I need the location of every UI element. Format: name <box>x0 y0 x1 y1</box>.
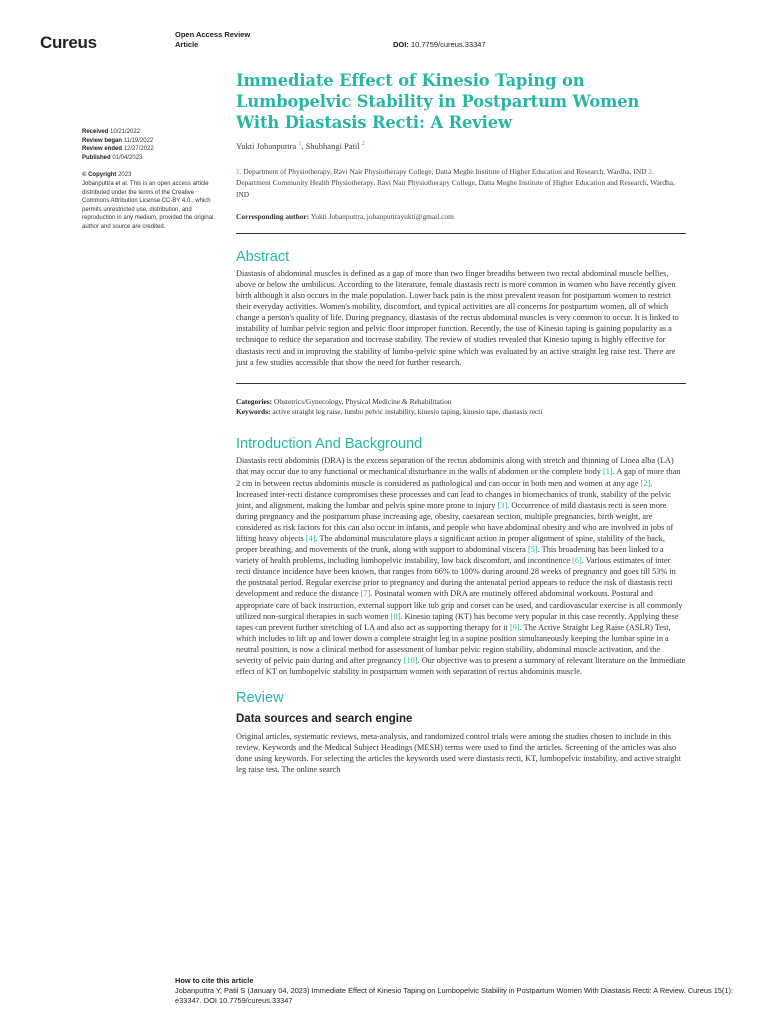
abstract-heading: Abstract <box>236 248 290 265</box>
citation-link[interactable]: [10] <box>403 656 418 666</box>
author-affil-sup: 1 <box>298 141 302 148</box>
doi-label: DOI: <box>393 40 409 49</box>
received-date: Received 10/21/2022 <box>82 129 141 135</box>
affiliation-2: Department Community Health Physiotherapy, Ravi Nair Physiotherapy College, Datta Meghe Institute of Higher Education and Research, Wardha, IND <box>236 178 675 199</box>
journal-logo: Cureus <box>40 33 97 52</box>
review-ended-date: Review ended 12/27/2022 <box>82 146 154 153</box>
review-began-date: Review began 11/19/2022 <box>82 137 154 144</box>
doi-value[interactable]: 10.7759/cureus.33347 <box>410 40 486 49</box>
article-main <box>236 70 686 776</box>
article-type <box>175 30 295 50</box>
footer-heading: How to cite this article <box>175 976 254 985</box>
article-type-line2: Article <box>175 40 199 49</box>
citation-link[interactable]: [3] <box>497 500 508 510</box>
citation-link[interactable]: [2] <box>640 478 651 488</box>
doi-header <box>393 40 486 49</box>
divider <box>236 383 686 384</box>
intro-text: Diastasis recti abdominis (DRA) is the excess separation of the rectus abdominis along with stretch and thinning of Linea alba (LA) that may occur due to any functional or mechanical disturbance in the walls of abdomen or the complete body [1]. A gap of more than 2 cm in between rectus abdominis muscle is considered as pathological and can occur in both men and women at any age [2]. Increased inter-recti distance compromises these processes and can lead to changes in biomechanics of trunk, stability of the pelvic joint, and alignment, making the lumbar and pelvis spine more prone to injury [3]. Occurrence of mild diastasis recti is seen more during pregnancy and the postpartum phase increasing age, obesity, caesarean section, multiple pregnancies, birth weight, are considered as risk factors for this can also occur in infants, and people who have abdominal obesity and who are involved in jobs of lifting heavy objects [4]. The abdominal musculature plays a significant action in proper alignment of spine, stability of the back, proper breathing, and movements of the trunk, along with support to abdominal viscera [5]. This broadening has been linked to a variety of health problems, including lumbopelvic instability, low back discomfort, and incontinence [6]. Various estimates of inter recti distance incidence have been known, that ranges from 66% to 100% during around 28 weeks of pregnancy and goes till 53% in the postnatal period. Regular exercise prior to pregnancy and during the antenatal period appears to reduce the risk of diastasis recti development and reduce the distance [7]. Postnatal women with DRA are routinely offered abdominal workouts. Postural and appropriate care of back instruction, external support like tub grip and corset can be used, and cardiovascular exercise is all commonly utilized non-surgical therapies in such women [8]. Kinesio taping (KT) has become very popular in this case recently. Applying these tapes can prevent further stretching of LA and also act as supporting therapy for it [9]. The Active Straight Leg Raise (ASLR) Test, which includes to lift up and lower down a complete straight leg in a supine position simultaneously keeping the lumbar spine in a neutral position, is now a clinical method for assessment of lumbar pelvic region stability, abdominal muscle activation, and the severity of pelvic pain during and after pregnancy [10]. Our objective was to present a summary of relevant literature on the Immediate effect of KT on lumbopelvic stability in postpartum women with separation of rectus abdominis muscle. <box>236 456 686 677</box>
corresponding-author: Corresponding author: Yukti Jobanputtra, jobanputtrayukti@gmail.com <box>236 211 454 221</box>
review-text: Original articles, systematic reviews, meta-analysis, and randomized control trials were among the studies chosen to include in this review. Keywords and the Medical Subject Headings (MESH) terms were used to find the articles. Screening of the articles was also done using keywords. For selecting the articles the keywords used were diastasis recti, KT, lumbopelvic instability, and active straight leg raise test. The online search <box>236 732 681 775</box>
citation-link[interactable]: [1] <box>603 467 613 477</box>
citation-footer <box>175 976 745 1006</box>
abstract-text: Diastasis of abdominal muscles is defined as a gap of more than two finger breadths between two rectal abdominal muscle bellies, above or below the umbilicus. According to the literature, female diastasis recti is more common in women who have recently given birth although it also occurs in the male population. Lower back pain is the most prevalent reason for postpartum women to restrict their everyday activities. Women's mobility, discomfort, and typical activities are all concerns for postpartum women, all of which change a person's quality of life. During pregnancy, diastasis of the rectus abdominal muscles is very common to occur. It is linked to instability of lumbar pelvic region and pelvic floor improper function. Recently, the use of Kinesio taping is gaining popularity as a technique to reduce the separation and increase stability. The review of studies revealed that Kinesio taping is highly effective for diastasis recti and in improving the stability of lumbo-pelvic spine which was evaluated by an active straight leg raise test. There are just a few studies accessible that show the need for further research. <box>236 268 679 367</box>
affiliations: 1. Department of Physiotherapy, Ravi Nair Physiotherapy College, Datta Meghe Institute of Higher Education and Research, Wardha, IND 2. Department Community Health Physiotherapy, Ravi Nair Physiotherapy College, Datta Meghe Institute of Higher Education and Research, Wardha, IND <box>236 167 675 199</box>
citation-link[interactable]: [7] <box>360 589 371 599</box>
author-affil-sup: 2 <box>361 141 365 148</box>
affiliation-1: Department of Physiotherapy, Ravi Nair Physiotherapy College, Datta Meghe Institute of Higher Education and Research, Wardha, IND <box>243 167 647 176</box>
article-history <box>82 128 217 232</box>
published-date: Published 01/04/2023 <box>82 154 143 161</box>
author-name[interactable]: Shubhangi Patil <box>305 141 360 151</box>
license-text: Jobanputtra et al. This is an open access article distributed under the terms of the Creative Commons Attribution License CC-BY 4.0., which permits unrestricted use, distribution, and reproduction in any medium, provided the original author and source are credited. <box>82 180 214 230</box>
citation-link[interactable]: [4] <box>305 533 316 543</box>
divider <box>236 233 686 234</box>
article-type-line1: Open Access Review <box>175 30 251 39</box>
author-list: Yukti Jobanputtra $^1$, Shubhangi Patil $^2$ <box>236 141 365 151</box>
citation-link[interactable]: [5] <box>527 545 538 555</box>
categories-line: Categories: Obstetrics/Gynecology, Physical Medicine & Rehabilitation <box>236 396 452 406</box>
citation-link[interactable]: [8] <box>390 611 401 621</box>
footer-citation: Jobanputtra Y, Patil S (January 04, 2023) Immediate Effect of Kinesio Taping on Lumbopelvic Stability in Postpartum Women With Diastasis Recti: A Review. Cureus 15(1): e33347. DOI 10.7759/cureus.33347 <box>175 986 733 1005</box>
author-name[interactable]: Yukti Jobanputtra <box>236 141 297 151</box>
review-heading: Review <box>236 690 284 707</box>
citation-link[interactable]: [9] <box>509 622 520 632</box>
keywords-line: Keywords: active straight leg raise, lumbo pelvic instability, kinesio taping, kinesio tape, diastasis recti <box>236 407 543 417</box>
citation-link[interactable]: [6] <box>572 556 582 566</box>
copyright-line: © Copyright 2023 <box>82 172 132 179</box>
review-subheading: Data sources and search engine <box>236 713 413 726</box>
article-title: Immediate Effect of Kinesio Taping on Lumbopelvic Stability in Postpartum Women With Diastasis Recti: A Review <box>236 71 640 132</box>
intro-heading: Introduction And Background <box>236 436 423 453</box>
